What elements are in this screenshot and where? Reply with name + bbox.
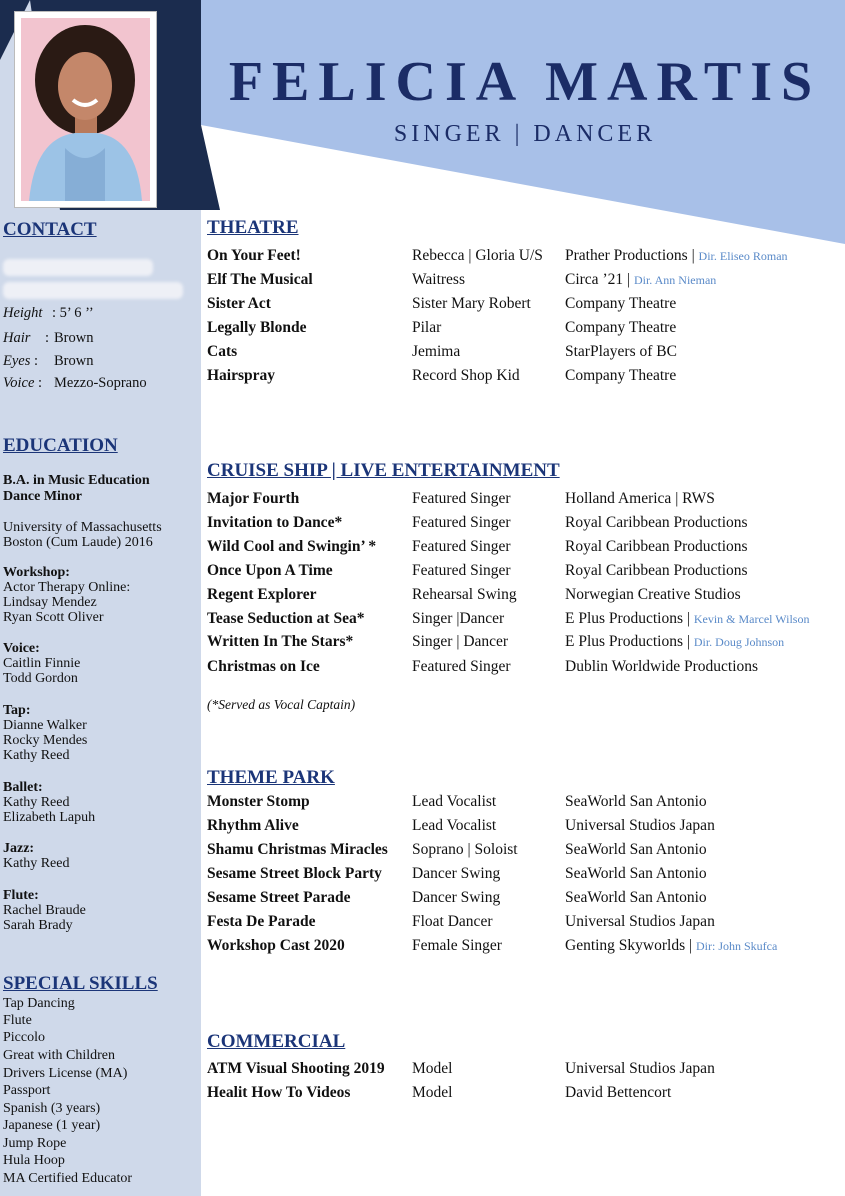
company-name: SeaWorld San Antonio — [565, 841, 707, 858]
show-title: Sesame Street Block Party — [207, 865, 382, 882]
show-title: Shamu Christmas Miracles — [207, 841, 388, 858]
role: Lead Vocalist — [412, 817, 497, 834]
company-name: Circa ’21 | — [565, 271, 631, 288]
credit-row — [207, 247, 837, 271]
skill-item: MA Certified Educator — [3, 1171, 133, 1186]
show-title: Christmas on Ice — [207, 658, 320, 675]
show-title: Elf The Musical — [207, 271, 313, 288]
role: Sister Mary Robert — [412, 295, 531, 312]
role: Featured Singer — [412, 562, 511, 579]
training-name: Actor Therapy Online: — [3, 580, 131, 595]
skill-item: Passport — [3, 1083, 51, 1098]
company-name: Norwegian Creative Studios — [565, 586, 741, 603]
company-name: Universal Studios Japan — [565, 1060, 715, 1077]
show-title: Cats — [207, 343, 238, 360]
company-name: Royal Caribbean Productions — [565, 514, 748, 531]
skill-item: Piccolo — [3, 1030, 45, 1045]
training-name: Kathy Reed — [3, 795, 70, 810]
credit-row — [207, 1084, 837, 1108]
credit-row — [207, 1060, 837, 1084]
company-name: Universal Studios Japan — [565, 913, 715, 930]
training-name: Kathy Reed — [3, 748, 70, 763]
company-name: SeaWorld San Antonio — [565, 865, 707, 882]
show-title: Monster Stomp — [207, 793, 310, 810]
credit-row — [207, 889, 837, 913]
credit-row — [207, 658, 837, 682]
training-name: Caitlin Finnie — [3, 656, 81, 671]
show-title: Regent Explorer — [207, 586, 317, 603]
credit-row — [207, 562, 837, 586]
training-name: Elizabeth Lapuh — [3, 810, 96, 825]
role: Float Dancer — [412, 913, 493, 930]
credit-row — [207, 586, 837, 610]
credit-row — [207, 490, 837, 514]
hair-value: Brown — [54, 330, 94, 346]
company-name: Universal Studios Japan — [565, 817, 715, 834]
role: Featured Singer — [412, 514, 511, 531]
degree-line-1: B.A. in Music Education — [3, 473, 150, 488]
role: Rehearsal Swing — [412, 586, 517, 603]
eyes-label: Eyes — [3, 353, 31, 369]
role: Featured Singer — [412, 538, 511, 555]
role: Lead Vocalist — [412, 793, 497, 810]
training-label-flute: Flute: — [3, 888, 39, 903]
training-name: Ryan Scott Oliver — [3, 610, 104, 625]
role: Singer |Dancer — [412, 610, 505, 627]
credit-row — [207, 343, 837, 367]
show-title: Invitation to Dance* — [207, 514, 343, 531]
credit-row — [207, 610, 837, 634]
company — [565, 937, 777, 955]
training-label-tap: Tap: — [3, 703, 31, 718]
role: Featured Singer — [412, 658, 511, 675]
section-heading-cruise-ship: CRUISE SHIP | LIVE ENTERTAINMENT — [207, 460, 560, 481]
degree-line-2: Dance Minor — [3, 489, 82, 504]
credit-row — [207, 913, 837, 937]
section-heading-commercial: COMMERCIAL — [207, 1031, 346, 1052]
skill-item: Great with Children — [3, 1048, 115, 1063]
role: Soprano | Soloist — [412, 841, 518, 858]
company — [565, 271, 716, 289]
school-line-1: University of Massachusetts — [3, 520, 162, 535]
credit-row — [207, 937, 837, 961]
company-name: StarPlayers of BC — [565, 343, 677, 360]
credit-row — [207, 538, 837, 562]
school-line-2: Boston (Cum Laude) 2016 — [3, 535, 153, 550]
company-name: E Plus Productions | — [565, 610, 690, 627]
credit-row — [207, 319, 837, 343]
training-label-workshop: Workshop: — [3, 565, 70, 580]
show-title: ATM Visual Shooting 2019 — [207, 1060, 385, 1077]
credit-row — [207, 271, 837, 295]
company — [565, 633, 784, 651]
role: Rebecca | Gloria U/S — [412, 247, 543, 264]
headshot-photo — [15, 12, 156, 207]
role: Dancer Swing — [412, 889, 501, 906]
candidate-title: SINGER | DANCER — [393, 121, 657, 147]
credit-row — [207, 295, 837, 319]
role: Jemima — [412, 343, 461, 360]
eyes-value: Brown — [54, 353, 94, 369]
credit-row — [207, 367, 837, 391]
company — [565, 247, 788, 265]
role: Singer | Dancer — [412, 633, 509, 650]
company-name: Prather Productions | — [565, 247, 695, 264]
hair-label: Hair — [3, 330, 31, 346]
voice-colon: : — [38, 375, 43, 391]
skill-item: Spanish (3 years) — [3, 1101, 101, 1116]
show-title: Festa De Parade — [207, 913, 316, 930]
show-title: Rhythm Alive — [207, 817, 299, 834]
credit-row — [207, 633, 837, 657]
show-title: Sister Act — [207, 295, 271, 312]
show-title: Sesame Street Parade — [207, 889, 351, 906]
company-name: Royal Caribbean Productions — [565, 538, 748, 555]
redacted-email — [3, 282, 183, 299]
skill-item: Jump Rope — [3, 1136, 67, 1151]
role: Model — [412, 1060, 453, 1077]
height-value: : 5’ 6 ’’ — [52, 305, 94, 321]
role: Model — [412, 1084, 453, 1101]
section-heading-theme-park: THEME PARK — [207, 767, 335, 788]
skill-item: Japanese (1 year) — [3, 1118, 101, 1133]
role: Dancer Swing — [412, 865, 501, 882]
special-skills-heading: SPECIAL SKILLS — [3, 973, 158, 994]
credit-row — [207, 793, 837, 817]
credit-row — [207, 865, 837, 889]
eyes-colon: : — [34, 353, 39, 369]
company-name: E Plus Productions | — [565, 633, 690, 650]
company-name: Dublin Worldwide Productions — [565, 658, 759, 675]
show-title: Healit How To Videos — [207, 1084, 351, 1101]
credit-row — [207, 514, 837, 538]
company-name: Genting Skyworlds | — [565, 937, 693, 954]
company-name: David Bettencort — [565, 1084, 672, 1101]
show-title: On Your Feet! — [207, 247, 301, 264]
role: Female Singer — [412, 937, 502, 954]
candidate-name: FELICIA MARTIS — [228, 51, 822, 113]
company-name: Company Theatre — [565, 295, 677, 312]
voice-label: Voice — [3, 375, 35, 391]
director: Dir. Doug Johnson — [693, 635, 785, 649]
training-name: Rachel Braude — [3, 903, 86, 918]
show-title: Legally Blonde — [207, 319, 307, 336]
section-heading-theatre: THEATRE — [207, 217, 299, 238]
company-name: Royal Caribbean Productions — [565, 562, 748, 579]
role: Record Shop Kid — [412, 367, 520, 384]
director: Kevin & Marcel Wilson — [693, 612, 810, 626]
training-name: Dianne Walker — [3, 718, 87, 733]
skill-item: Hula Hoop — [3, 1153, 65, 1168]
contact-heading: CONTACT — [3, 219, 97, 240]
skill-item: Drivers License (MA) — [3, 1066, 128, 1081]
company-name: SeaWorld San Antonio — [565, 793, 707, 810]
show-title: Once Upon A Time — [207, 562, 333, 579]
show-title: Wild Cool and Swingin’ * — [207, 538, 377, 555]
company — [565, 610, 809, 628]
company-name: Company Theatre — [565, 367, 677, 384]
show-title: Tease Seduction at Sea* — [207, 610, 365, 627]
director: Dir. Eliseo Roman — [698, 249, 788, 263]
role: Waitress — [412, 271, 465, 288]
skill-item: Tap Dancing — [3, 996, 75, 1011]
show-title: Written In The Stars* — [207, 633, 354, 650]
training-label-ballet: Ballet: — [3, 780, 43, 795]
redacted-phone — [3, 259, 153, 276]
credit-row — [207, 817, 837, 841]
director: Dir: John Skufca — [695, 939, 778, 953]
voice-value: Mezzo-Soprano — [54, 375, 147, 391]
hair-colon: : — [45, 330, 50, 346]
education-heading: EDUCATION — [3, 435, 118, 456]
show-title: Major Fourth — [207, 490, 300, 507]
vocal-captain-note: (*Served as Vocal Captain) — [207, 697, 356, 712]
role: Pilar — [412, 319, 442, 336]
training-name: Rocky Mendes — [3, 733, 88, 748]
company-name: Company Theatre — [565, 319, 677, 336]
company-name: SeaWorld San Antonio — [565, 889, 707, 906]
training-name: Todd Gordon — [3, 671, 78, 686]
training-name: Sarah Brady — [3, 918, 73, 933]
training-name: Lindsay Mendez — [3, 595, 97, 610]
training-label-jazz: Jazz: — [3, 841, 35, 856]
training-label-voice: Voice: — [3, 641, 40, 656]
height-label: Height — [3, 305, 43, 321]
credit-row — [207, 841, 837, 865]
show-title: Workshop Cast 2020 — [207, 937, 345, 954]
skill-item: Flute — [3, 1013, 32, 1028]
director: Dir. Ann Nieman — [633, 273, 717, 287]
role: Featured Singer — [412, 490, 511, 507]
show-title: Hairspray — [207, 367, 276, 384]
training-name: Kathy Reed — [3, 856, 70, 871]
company-name: Holland America | RWS — [565, 490, 715, 507]
